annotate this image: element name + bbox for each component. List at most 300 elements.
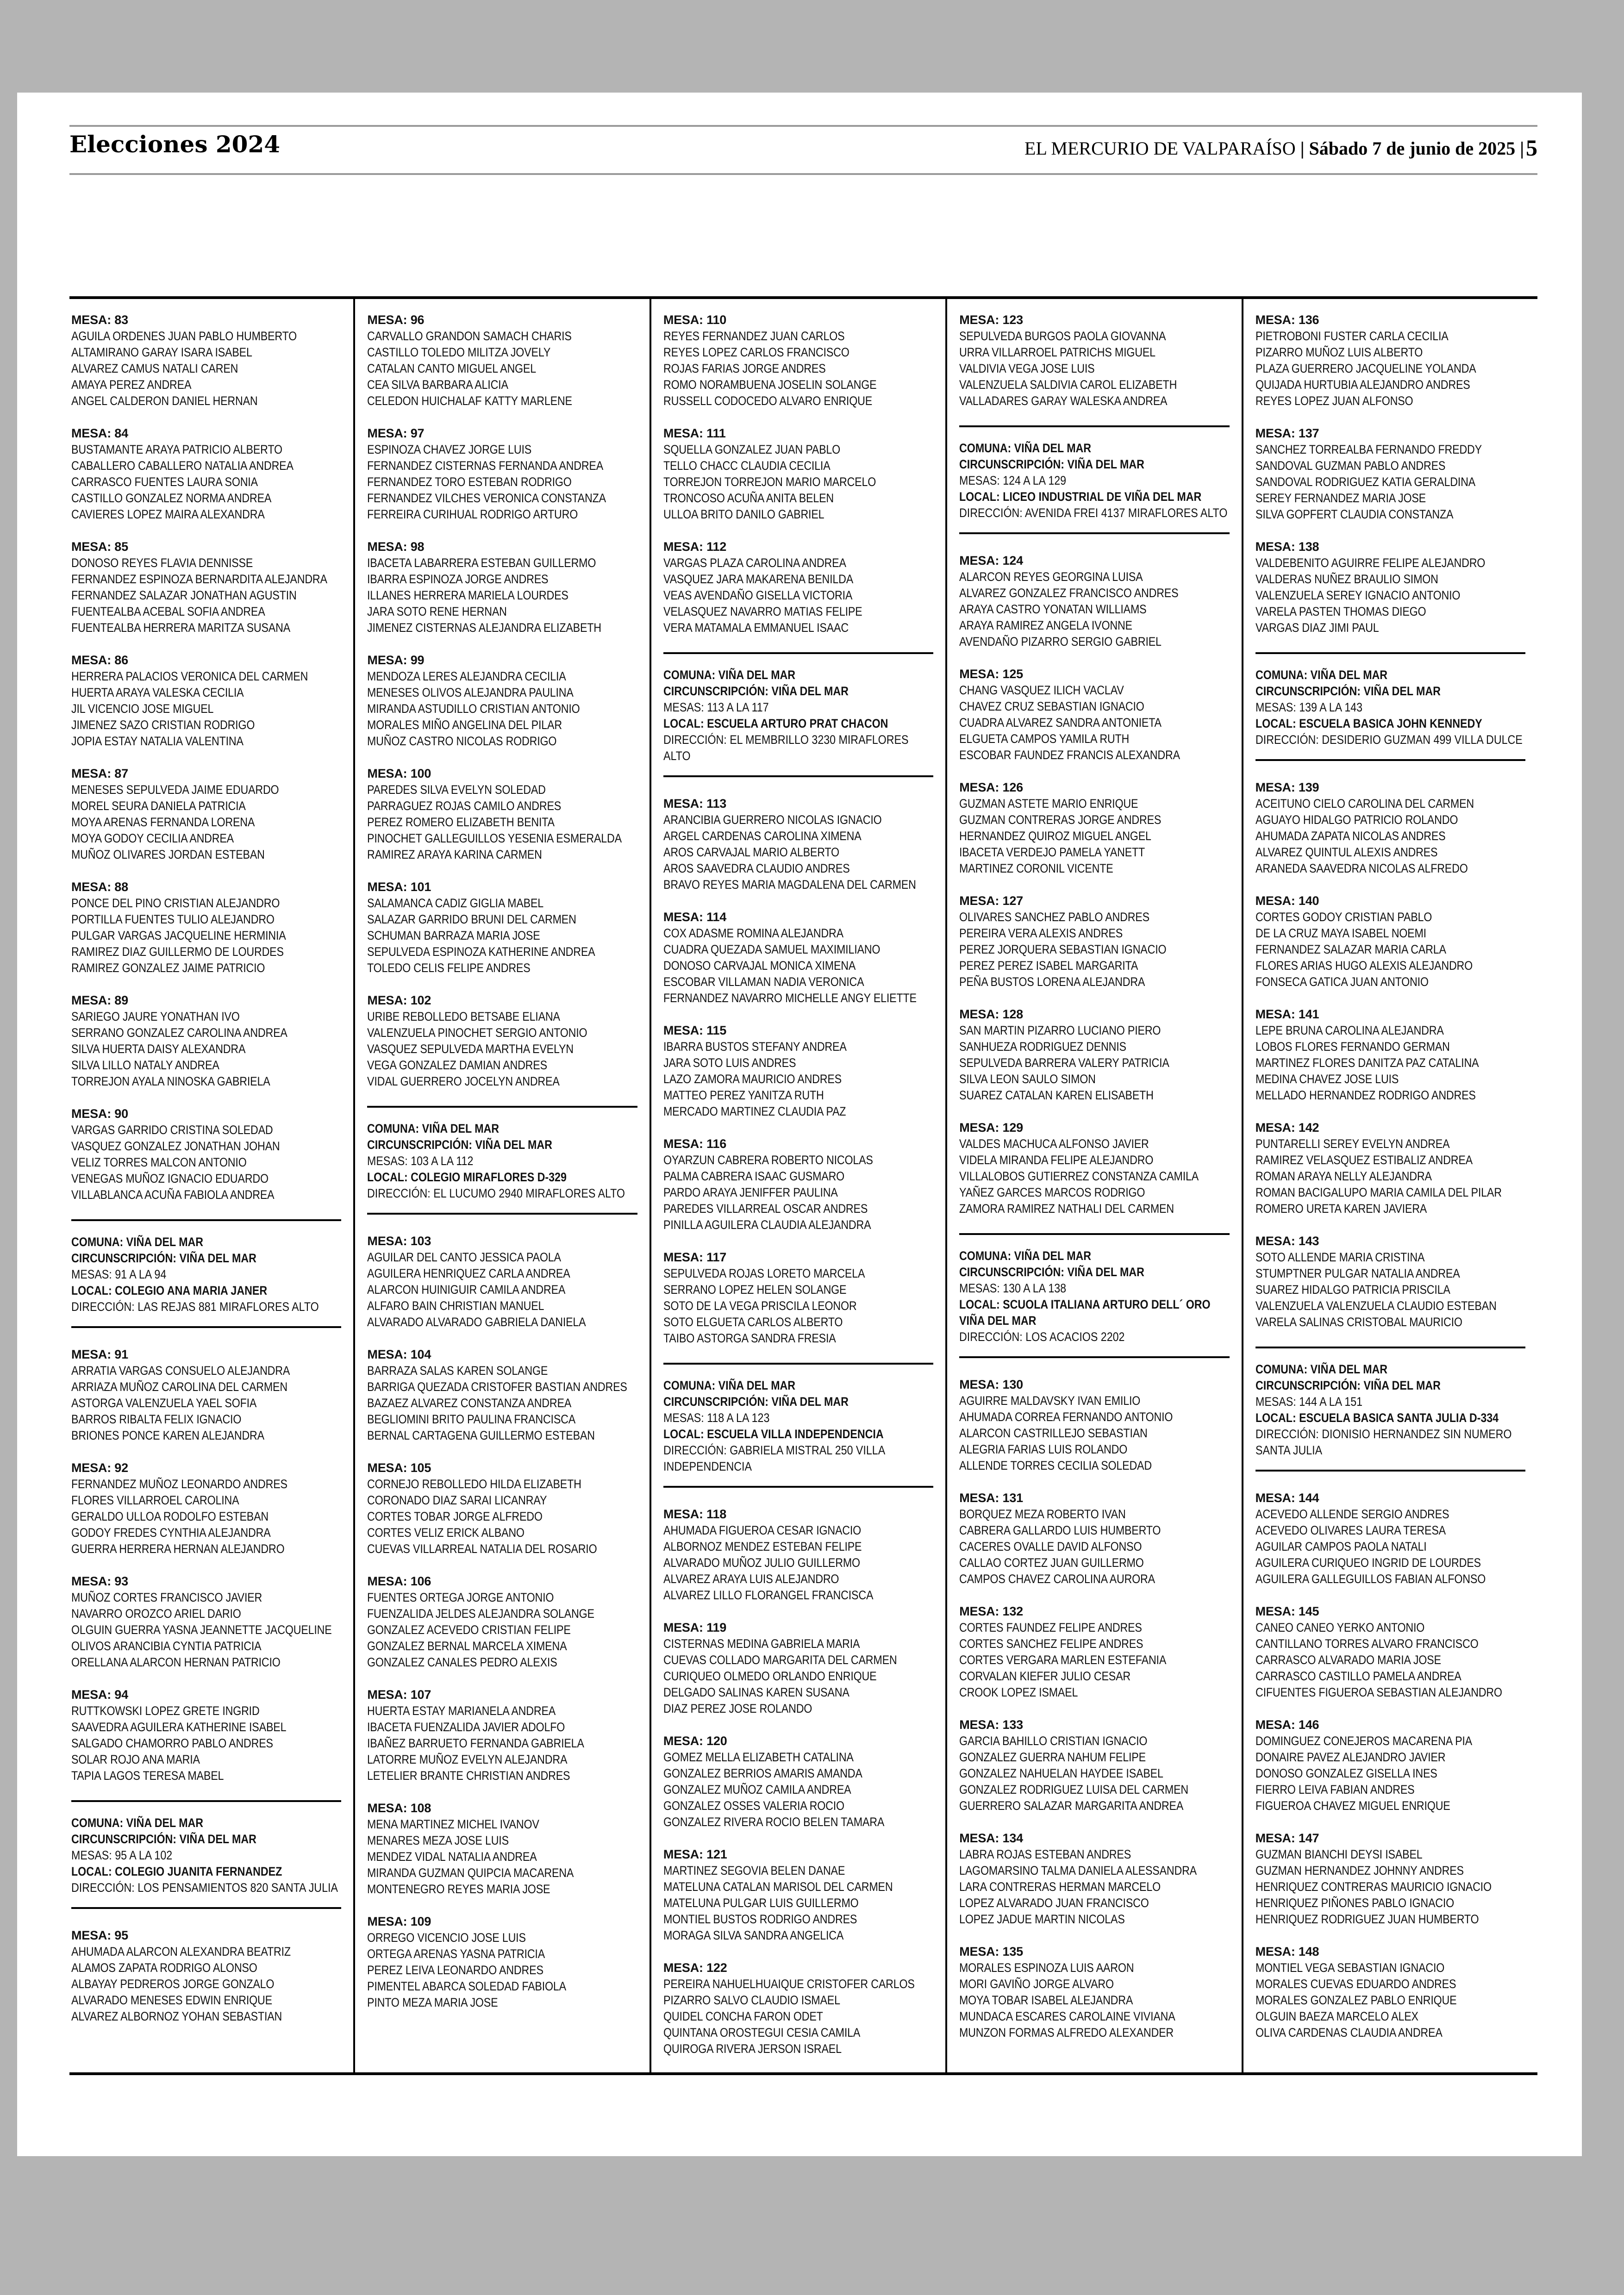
- voter-name: TORREJON AYALA NINOSKA GABRIELA: [71, 1074, 270, 1088]
- voter-name: MUNZON FORMAS ALFREDO ALEXANDER: [959, 2026, 1174, 2039]
- mesa-number: MESA: 148: [1255, 1945, 1319, 1958]
- voter-name: TAIBO ASTORGA SANDRA FRESIA: [663, 1331, 836, 1345]
- voter-name: CORTES SANCHEZ FELIPE ANDRES: [959, 1637, 1143, 1651]
- mesa-number: MESA: 93: [71, 1574, 128, 1588]
- voter-name: CHAVEZ CRUZ SEBASTIAN IGNACIO: [959, 699, 1144, 713]
- voter-name: ESCOBAR VILLAMAN NADIA VERONICA: [663, 975, 864, 989]
- voter-name: OLIVARES SANCHEZ PABLO ANDRES: [959, 910, 1150, 924]
- voter-name: MORALES GONZALEZ PABLO ENRIQUE: [1255, 1993, 1457, 2007]
- mesa-entry: [71, 652, 341, 749]
- voter-name: BARROS RIBALTA FELIX IGNACIO: [71, 1412, 242, 1426]
- voter-name: SOLAR ROJO ANA MARIA: [71, 1752, 200, 1766]
- mesa-number: MESA: 144: [1255, 1491, 1319, 1505]
- voter-name: BUSTAMANTE ARAYA PATRICIO ALBERTO: [71, 443, 282, 456]
- voter-name: VALDIVIA VEGA JOSE LUIS: [959, 362, 1095, 375]
- voter-name: VERA MATAMALA EMMANUEL ISAAC: [663, 621, 849, 635]
- mesa-number: MESA: 147: [1255, 1831, 1319, 1845]
- local-name: LOCAL: SCUOLA ITALIANA ARTURO DELL´ ORO VIÑA DEL MAR: [959, 1297, 1211, 1328]
- mesas-range: MESAS: 118 A LA 123: [663, 1411, 770, 1425]
- mesa-entry: [663, 1506, 933, 1603]
- voter-name: RAMIREZ VELASQUEZ ESTIBALIZ ANDREA: [1255, 1153, 1473, 1167]
- voter-name: TORREJON TORREJON MARIO MARCELO: [663, 475, 876, 489]
- voter-name: CAMPOS CHAVEZ CAROLINA AURORA: [959, 1572, 1156, 1586]
- voter-name: HUERTA ARAYA VALESKA CECILIA: [71, 686, 244, 699]
- address-text: DIRECCIÓN: DIONISIO HERNANDEZ SIN NUMERO SANTA JULIA: [1255, 1427, 1512, 1457]
- mesa-entry: [959, 1377, 1229, 1474]
- voter-name: ARAYA CASTRO YONATAN WILLIAMS: [959, 602, 1147, 616]
- voter-name: PINILLA AGUILERA CLAUDIA ALEJANDRA: [663, 1218, 871, 1232]
- voter-name: ARRATIA VARGAS CONSUELO ALEJANDRA: [71, 1364, 290, 1378]
- mesa-entry: [367, 652, 637, 749]
- mesa-number: MESA: 110: [663, 313, 727, 327]
- mesas-range: MESAS: 130 A LA 138: [959, 1281, 1067, 1295]
- voter-name: IBAÑEZ BARRUETO FERNANDA GABRIELA: [367, 1736, 585, 1750]
- circunscripcion-label: CIRCUNSCRIPCIÓN: VIÑA DEL MAR: [1255, 1378, 1441, 1392]
- mesa-number: MESA: 146: [1255, 1718, 1319, 1732]
- publication-name: EL MERCURIO DE VALPARAÍSO: [1024, 138, 1296, 159]
- mesa-entry: [1255, 1120, 1525, 1217]
- voter-name: JIMENEZ SAZO CRISTIAN RODRIGO: [71, 718, 255, 732]
- voter-name: CORTES FAUNDEZ FELIPE ANDRES: [959, 1621, 1142, 1634]
- mesa-entry: [1255, 893, 1525, 990]
- voter-name: MUNDACA ESCARES CAROLAINE VIVIANA: [959, 2009, 1175, 2023]
- voter-name: ALARCON REYES GEORGINA LUISA: [959, 570, 1143, 584]
- voter-name: HERNANDEZ QUIROZ MIGUEL ANGEL: [959, 829, 1151, 843]
- voter-name: ALVAREZ LILLO FLORANGEL FRANCISCA: [663, 1588, 874, 1602]
- voter-name: ALAMOS ZAPATA RODRIGO ALONSO: [71, 1961, 257, 1975]
- voter-name: SEPULVEDA ESPINOZA KATHERINE ANDREA: [367, 945, 595, 959]
- voter-name: AVENDAÑO PIZARRO SERGIO GABRIEL: [959, 635, 1162, 649]
- mesa-entry: [367, 1573, 637, 1671]
- mesa-entry: [663, 539, 933, 636]
- voter-name: TAPIA LAGOS TERESA MABEL: [71, 1769, 224, 1783]
- address-text: DIRECCIÓN: LOS PENSAMIENTOS 820 SANTA JULIA: [71, 1881, 338, 1895]
- voter-name: GUZMAN ASTETE MARIO ENRIQUE: [959, 797, 1138, 811]
- voter-name: ASTORGA VALENZUELA YAEL SOFIA: [71, 1396, 257, 1410]
- column-5: [1242, 299, 1537, 2072]
- voter-name: PARDO ARAYA JENIFFER PAULINA: [663, 1185, 838, 1199]
- voter-name: AGUILAR DEL CANTO JESSICA PAOLA: [367, 1250, 562, 1264]
- voter-name: FERNANDEZ NAVARRO MICHELLE ANGY ELIETTE: [663, 991, 917, 1005]
- mesa-entry: [367, 1914, 637, 2011]
- voter-name: HENRIQUEZ RODRIGUEZ JUAN HUMBERTO: [1255, 1912, 1479, 1926]
- address-text: DIRECCIÓN: EL LUCUMO 2940 MIRAFLORES ALTO: [367, 1186, 625, 1200]
- polling-place-block: [71, 1800, 341, 1909]
- voter-name: GARCIA BAHILLO CRISTIAN IGNACIO: [959, 1734, 1148, 1748]
- address-text: DIRECCIÓN: GABRIELA MISTRAL 250 VILLA INDEPENDENCIA: [663, 1443, 885, 1473]
- polling-place-block: [1255, 652, 1525, 761]
- mesa-number: MESA: 115: [663, 1023, 727, 1037]
- voter-name: VALDERAS NUÑEZ BRAULIO SIMON: [1255, 572, 1438, 586]
- voter-name: VALENZUELA SEREY IGNACIO ANTONIO: [1255, 588, 1460, 602]
- section-title: Elecciones 2024: [69, 131, 281, 158]
- voter-name: PEREZ ROMERO ELIZABETH BENITA: [367, 815, 555, 829]
- voter-name: MOYA ARENAS FERNANDA LORENA: [71, 815, 255, 829]
- voter-name: OLGUIN GUERRA YASNA JEANNETTE JACQUELINE: [71, 1623, 332, 1637]
- voter-name: GONZALEZ GUERRA NAHUM FELIPE: [959, 1750, 1146, 1764]
- mesa-entry: [1255, 312, 1525, 409]
- voter-name: CORTES TOBAR JORGE ALFREDO: [367, 1509, 543, 1523]
- mesa-entry: [663, 1023, 933, 1120]
- voter-name: ORREGO VICENCIO JOSE LUIS: [367, 1931, 526, 1945]
- voter-name: SILVA HUERTA DAISY ALEXANDRA: [71, 1042, 246, 1056]
- voter-name: GUERRA HERRERA HERNAN ALEJANDRO: [71, 1542, 285, 1556]
- voter-name: VALDEBENITO AGUIRRE FELIPE ALEJANDRO: [1255, 556, 1485, 570]
- voter-name: MONTIEL BUSTOS RODRIGO ANDRES: [663, 1912, 857, 1926]
- voter-name: GERALDO ULLOA RODOLFO ESTEBAN: [71, 1509, 269, 1523]
- voter-name: MIRANDA GUZMAN QUIPCIA MACARENA: [367, 1866, 574, 1880]
- voter-name: FUENZALIDA JELDES ALEJANDRA SOLANGE: [367, 1607, 595, 1621]
- column-3: [650, 299, 945, 2072]
- mesa-entry: [1255, 1830, 1525, 1927]
- voter-name: ROMAN BACIGALUPO MARIA CAMILA DEL PILAR: [1255, 1185, 1502, 1199]
- mesa-entry: [959, 553, 1229, 650]
- voter-name: MARTINEZ FLORES DANITZA PAZ CATALINA: [1255, 1056, 1479, 1070]
- voter-name: MOYA GODOY CECILIA ANDREA: [71, 831, 234, 845]
- voter-name: SOTO ELGUETA CARLOS ALBERTO: [663, 1315, 843, 1329]
- voter-name: ARRIAZA MUÑOZ CAROLINA DEL CARMEN: [71, 1380, 287, 1394]
- mesa-entry: [663, 1249, 933, 1347]
- voter-name: PULGAR VARGAS JACQUELINE HERMINIA: [71, 929, 286, 942]
- mesa-number: MESA: 98: [367, 540, 425, 554]
- mesa-entry: [1255, 1490, 1525, 1587]
- voter-name: MELLADO HERNANDEZ RODRIGO ANDRES: [1255, 1088, 1476, 1102]
- voter-name: FERNANDEZ VILCHES VERONICA CONSTANZA: [367, 491, 606, 505]
- mesa-number: MESA: 113: [663, 797, 727, 811]
- voter-name: BEGLIOMINI BRITO PAULINA FRANCISCA: [367, 1412, 576, 1426]
- voter-name: CISTERNAS MEDINA GABRIELA MARIA: [663, 1637, 860, 1651]
- voter-name: LATORRE MUÑOZ EVELYN ALEJANDRA: [367, 1752, 568, 1766]
- voter-name: BARRAZA SALAS KAREN SOLANGE: [367, 1364, 548, 1378]
- voter-name: IBARRA BUSTOS STEFANY ANDREA: [663, 1040, 847, 1054]
- voter-name: CARRASCO FUENTES LAURA SONIA: [71, 475, 258, 489]
- mesa-entry: [1255, 539, 1525, 636]
- voter-name: SILVA LILLO NATALY ANDREA: [71, 1058, 219, 1072]
- voter-name: MATTEO PEREZ YANITZA RUTH: [663, 1088, 824, 1102]
- voter-name: HENRIQUEZ PIÑONES PABLO IGNACIO: [1255, 1896, 1454, 1910]
- mesa-number: MESA: 99: [367, 653, 425, 667]
- voter-name: QUIJADA HURTUBIA ALEJANDRO ANDRES: [1255, 378, 1470, 392]
- masthead-info: [1024, 134, 1537, 161]
- voter-name: FERNANDEZ TORO ESTEBAN RODRIGO: [367, 475, 572, 489]
- circunscripcion-label: CIRCUNSCRIPCIÓN: VIÑA DEL MAR: [71, 1832, 256, 1846]
- voter-name: GONZALEZ OSSES VALERIA ROCIO: [663, 1799, 844, 1813]
- voter-name: AROS CARVAJAL MARIO ALBERTO: [663, 845, 839, 859]
- comuna-label: COMUNA: VIÑA DEL MAR: [959, 441, 1092, 455]
- mesa-entry: [1255, 425, 1525, 523]
- address-text: DIRECCIÓN: LAS REJAS 881 MIRAFLORES ALTO: [71, 1300, 319, 1314]
- voter-name: CIFUENTES FIGUEROA SEBASTIAN ALEJANDRO: [1255, 1685, 1502, 1699]
- mesa-number: MESA: 118: [663, 1507, 727, 1521]
- voter-name: SCHUMAN BARRAZA MARIA JOSE: [367, 929, 540, 942]
- voter-name: PIZARRO MUÑOZ LUIS ALBERTO: [1255, 345, 1423, 359]
- voter-name: REYES FERNANDEZ JUAN CARLOS: [663, 329, 845, 343]
- mesa-number: MESA: 90: [71, 1107, 128, 1121]
- mesas-range: MESAS: 124 A LA 129: [959, 474, 1067, 487]
- voter-name: ALVAREZ ALBORNOZ YOHAN SEBASTIAN: [71, 2009, 282, 2023]
- voter-name: IBACETA FUENZALIDA JAVIER ADOLFO: [367, 1720, 565, 1734]
- voter-name: MERCADO MARTINEZ CLAUDIA PAZ: [663, 1104, 846, 1118]
- voter-name: FERNANDEZ SALAZAR JONATHAN AGUSTIN: [71, 588, 297, 602]
- voter-name: FERREIRA CURIHUAL RODRIGO ARTURO: [367, 507, 578, 521]
- voter-name: MOREL SEURA DANIELA PATRICIA: [71, 799, 246, 813]
- mesa-number: MESA: 104: [367, 1347, 431, 1361]
- voter-name: YAÑEZ GARCES MARCOS RODRIGO: [959, 1185, 1145, 1199]
- voter-name: PORTILLA FUENTES TULIO ALEJANDRO: [71, 912, 275, 926]
- voter-name: ARANCIBIA GUERRERO NICOLAS IGNACIO: [663, 813, 882, 827]
- mesa-entry: [663, 909, 933, 1006]
- mesa-entry: [367, 766, 637, 863]
- voter-name: VALDES MACHUCA ALFONSO JAVIER: [959, 1137, 1149, 1151]
- voter-name: AGUILERA CURIQUEO INGRID DE LOURDES: [1255, 1556, 1481, 1570]
- mesa-number: MESA: 109: [367, 1915, 431, 1928]
- mesa-number: MESA: 133: [959, 1718, 1023, 1732]
- voter-name: CABALLERO CABALLERO NATALIA ANDREA: [71, 459, 294, 473]
- voter-name: DONOSO REYES FLAVIA DENNISSE: [71, 556, 253, 570]
- voter-name: GUERRERO SALAZAR MARGARITA ANDREA: [959, 1799, 1184, 1813]
- local-name: LOCAL: ESCUELA BASICA JOHN KENNEDY: [1255, 717, 1482, 730]
- voter-name: ORTEGA ARENAS YASNA PATRICIA: [367, 1947, 545, 1961]
- voter-name: VALLADARES GARAY WALESKA ANDREA: [959, 394, 1168, 408]
- voter-name: FONSECA GATICA JUAN ANTONIO: [1255, 975, 1429, 989]
- voter-name: STUMPTNER PULGAR NATALIA ANDREA: [1255, 1266, 1460, 1280]
- voter-name: ALVARADO MUÑOZ JULIO GUILLERMO: [663, 1556, 860, 1570]
- voter-name: SOTO ALLENDE MARIA CRISTINA: [1255, 1250, 1424, 1264]
- voter-name: CORONADO DIAZ SARAI LICANRAY: [367, 1493, 547, 1507]
- header-separator: |: [1300, 138, 1305, 159]
- voter-name: ESCOBAR FAUNDEZ FRANCIS ALEXANDRA: [959, 748, 1181, 762]
- mesa-number: MESA: 134: [959, 1831, 1023, 1845]
- voter-name: AGUILA ORDENES JUAN PABLO HUMBERTO: [71, 329, 297, 343]
- mesa-number: MESA: 96: [367, 313, 425, 327]
- voter-name: MORALES CUEVAS EDUARDO ANDRES: [1255, 1977, 1456, 1991]
- voter-name: FERNANDEZ CISTERNAS FERNANDA ANDREA: [367, 459, 604, 473]
- voter-name: PEREZ LEIVA LEONARDO ANDRES: [367, 1963, 544, 1977]
- voter-name: CORVALAN KIEFER JULIO CESAR: [959, 1669, 1131, 1683]
- voter-name: ACEVEDO OLIVARES LAURA TERESA: [1255, 1523, 1446, 1537]
- mesa-number: MESA: 102: [367, 993, 431, 1007]
- voter-name: MENDOZA LERES ALEJANDRA CECILIA: [367, 669, 566, 683]
- voter-name: COX ADASME ROMINA ALEJANDRA: [663, 926, 843, 940]
- voter-name: PAREDES SILVA EVELYN SOLEDAD: [367, 783, 546, 797]
- voter-name: CUEVAS COLLADO MARGARITA DEL CARMEN: [663, 1653, 897, 1667]
- voter-name: AGUILAR CAMPOS PAOLA NATALI: [1255, 1540, 1427, 1553]
- voter-name: ARGEL CARDENAS CAROLINA XIMENA: [663, 829, 862, 843]
- voter-name: LAZO ZAMORA MAURICIO ANDRES: [663, 1072, 842, 1086]
- voter-name: VARGAS PLAZA CAROLINA ANDREA: [663, 556, 846, 570]
- voter-name: CALLAO CORTEZ JUAN GUILLERMO: [959, 1556, 1144, 1570]
- voter-name: SEPULVEDA BURGOS PAOLA GIOVANNA: [959, 329, 1166, 343]
- voter-name: FIGUEROA CHAVEZ MIGUEL ENRIQUE: [1255, 1799, 1450, 1813]
- voter-name: GOMEZ MELLA ELIZABETH CATALINA: [663, 1750, 854, 1764]
- voter-name: MENESES SEPULVEDA JAIME EDUARDO: [71, 783, 279, 797]
- voter-name: AROS SAAVEDRA CLAUDIO ANDRES: [663, 861, 850, 875]
- voter-name: ALVAREZ CAMUS NATALI CAREN: [71, 362, 238, 375]
- circunscripcion-label: CIRCUNSCRIPCIÓN: VIÑA DEL MAR: [1255, 684, 1441, 698]
- mesa-number: MESA: 138: [1255, 540, 1319, 554]
- voter-name: GONZALEZ ACEVEDO CRISTIAN FELIPE: [367, 1623, 571, 1637]
- mesa-number: MESA: 128: [959, 1007, 1023, 1021]
- voter-name: LOPEZ ALVARADO JUAN FRANCISCO: [959, 1896, 1149, 1910]
- voter-name: FUENTEALBA HERRERA MARITZA SUSANA: [71, 621, 291, 635]
- voter-name: SILVA GOPFERT CLAUDIA CONSTANZA: [1255, 507, 1453, 521]
- voter-name: ZAMORA RAMIREZ NATHALI DEL CARMEN: [959, 1202, 1174, 1216]
- voter-name: SALGADO CHAMORRO PABLO ANDRES: [71, 1736, 273, 1750]
- voter-name: PEÑA BUSTOS LORENA ALEJANDRA: [959, 975, 1145, 989]
- voter-name: CHANG VASQUEZ ILICH VACLAV: [959, 683, 1124, 697]
- mesa-entry: [71, 1347, 341, 1444]
- mesa-number: MESA: 139: [1255, 780, 1319, 794]
- local-name: LOCAL: ESCUELA BASICA SANTA JULIA D-334: [1255, 1411, 1499, 1425]
- mesa-number: MESA: 114: [663, 910, 727, 924]
- voter-name: BRIONES PONCE KAREN ALEJANDRA: [71, 1428, 264, 1442]
- voter-name: ALARCON CASTRILLEJO SEBASTIAN: [959, 1426, 1148, 1440]
- voter-name: MENDEZ VIDAL NATALIA ANDREA: [367, 1850, 537, 1864]
- voter-name: VENEGAS MUÑOZ IGNACIO EDUARDO: [71, 1172, 269, 1185]
- mesa-entry: [663, 1136, 933, 1233]
- voter-name: MENESES OLIVOS ALEJANDRA PAULINA: [367, 686, 574, 699]
- voter-name: PIZARRO SALVO CLAUDIO ISMAEL: [663, 1993, 840, 2007]
- voter-name: AHUMADA FIGUEROA CESAR IGNACIO: [663, 1523, 861, 1537]
- mesa-number: MESA: 119: [663, 1621, 727, 1634]
- mesa-number: MESA: 88: [71, 880, 128, 894]
- voter-name: JOPIA ESTAY NATALIA VALENTINA: [71, 734, 244, 748]
- voter-name: FERNANDEZ MUÑOZ LEONARDO ANDRES: [71, 1477, 287, 1491]
- voter-name: CORTES GODOY CRISTIAN PABLO: [1255, 910, 1432, 924]
- voter-name: VILLALOBOS GUTIERREZ CONSTANZA CAMILA: [959, 1169, 1199, 1183]
- mesa-entry: [959, 1603, 1229, 1701]
- voter-name: CASTILLO TOLEDO MILITZA JOVELY: [367, 345, 551, 359]
- voter-name: SUAREZ CATALAN KAREN ELISABETH: [959, 1088, 1154, 1102]
- mesa-entry: [71, 1687, 341, 1784]
- mesa-entry: [71, 992, 341, 1090]
- mesa-number: MESA: 97: [367, 426, 425, 440]
- mesa-number: MESA: 108: [367, 1801, 431, 1815]
- voter-name: MORALES ESPINOZA LUIS AARON: [959, 1961, 1134, 1975]
- mesa-number: MESA: 135: [959, 1945, 1023, 1958]
- circunscripcion-label: CIRCUNSCRIPCIÓN: VIÑA DEL MAR: [71, 1251, 256, 1265]
- mesa-entry: [367, 992, 637, 1090]
- voter-name: FERNANDEZ SALAZAR MARIA CARLA: [1255, 942, 1446, 956]
- voter-name: REYES LOPEZ CARLOS FRANCISCO: [663, 345, 849, 359]
- voter-name: GONZALEZ CANALES PEDRO ALEXIS: [367, 1655, 557, 1669]
- local-name: LOCAL: COLEGIO MIRAFLORES D-329: [367, 1170, 567, 1184]
- mesa-entry: [367, 1347, 637, 1444]
- mesas-range: MESAS: 91 A LA 94: [71, 1267, 167, 1281]
- voter-name: MUÑOZ CORTES FRANCISCO JAVIER: [71, 1590, 262, 1604]
- polling-place-block: [959, 425, 1229, 534]
- voter-name: GONZALEZ RIVERA ROCIO BELEN TAMARA: [663, 1815, 884, 1829]
- voter-name: LOPEZ JADUE MARTIN NICOLAS: [959, 1912, 1125, 1926]
- voter-name: OLIVA CARDENAS CLAUDIA ANDREA: [1255, 2026, 1443, 2039]
- mesa-number: MESA: 107: [367, 1688, 431, 1702]
- voter-name: CABRERA GALLARDO LUIS HUMBERTO: [959, 1523, 1161, 1537]
- mesa-entry: [367, 312, 637, 409]
- mesa-entry: [71, 1460, 341, 1557]
- mesa-entry: [367, 425, 637, 523]
- voter-name: BERNAL CARTAGENA GUILLERMO ESTEBAN: [367, 1428, 595, 1442]
- voter-name: VALENZUELA PINOCHET SERGIO ANTONIO: [367, 1026, 587, 1040]
- voter-name: SAAVEDRA AGUILERA KATHERINE ISABEL: [71, 1720, 287, 1734]
- voter-name: CASTILLO GONZALEZ NORMA ANDREA: [71, 491, 272, 505]
- mesa-number: MESA: 143: [1255, 1234, 1319, 1248]
- voter-name: GONZALEZ MUÑOZ CAMILA ANDREA: [663, 1783, 851, 1796]
- mesa-entry: [959, 312, 1229, 409]
- voter-name: REYES LOPEZ JUAN ALFONSO: [1255, 394, 1413, 408]
- voter-name: GUZMAN CONTRERAS JORGE ANDRES: [959, 813, 1162, 827]
- mesa-number: MESA: 127: [959, 894, 1023, 908]
- mesa-entry: [367, 1687, 637, 1784]
- voter-name: GONZALEZ BERRIOS AMARIS AMANDA: [663, 1766, 862, 1780]
- voter-name: SANHUEZA RODRIGUEZ DENNIS: [959, 1040, 1127, 1054]
- voter-name: CURIQUEO OLMEDO ORLANDO ENRIQUE: [663, 1669, 877, 1683]
- voter-name: SILVA LEON SAULO SIMON: [959, 1072, 1096, 1086]
- voter-name: PLAZA GUERRERO JACQUELINE YOLANDA: [1255, 362, 1476, 375]
- mesa-number: MESA: 124: [959, 554, 1023, 568]
- voter-name: SANDOVAL RODRIGUEZ KATIA GERALDINA: [1255, 475, 1475, 489]
- voter-name: MORALES MIÑO ANGELINA DEL PILAR: [367, 718, 562, 732]
- voter-name: MARTINEZ SEGOVIA BELEN DANAE: [663, 1864, 845, 1877]
- mesa-entry: [959, 780, 1229, 877]
- mesa-entry: [959, 1490, 1229, 1587]
- mesa-number: MESA: 83: [71, 313, 128, 327]
- voter-name: QUIROGA RIVERA JERSON ISRAEL: [663, 2042, 842, 2056]
- voter-name: VEAS AVENDAÑO GISELLA VICTORIA: [663, 588, 853, 602]
- mesa-entry: [71, 879, 341, 976]
- voter-name: MONTIEL VEGA SEBASTIAN IGNACIO: [1255, 1961, 1444, 1975]
- voter-name: JIL VICENCIO JOSE MIGUEL: [71, 702, 214, 716]
- voter-name: VARELA SALINAS CRISTOBAL MAURICIO: [1255, 1315, 1462, 1329]
- voter-name: SAN MARTIN PIZARRO LUCIANO PIERO: [959, 1023, 1161, 1037]
- voter-name: ACEITUNO CIELO CAROLINA DEL CARMEN: [1255, 797, 1474, 811]
- publication-date: Sábado 7 de junio de 2025: [1309, 138, 1516, 159]
- comuna-label: COMUNA: VIÑA DEL MAR: [71, 1235, 204, 1249]
- mesa-number: MESA: 100: [367, 767, 431, 780]
- voter-name: AGUAYO HIDALGO PATRICIO ROLANDO: [1255, 813, 1458, 827]
- voter-name: AHUMADA ZAPATA NICOLAS ANDRES: [1255, 829, 1446, 843]
- voter-name: ALVAREZ ARAYA LUIS ALEJANDRO: [663, 1572, 839, 1586]
- voter-name: IBACETA LABARRERA ESTEBAN GUILLERMO: [367, 556, 596, 570]
- voter-name: SANDOVAL GUZMAN PABLO ANDRES: [1255, 459, 1445, 473]
- mesa-number: MESA: 132: [959, 1604, 1023, 1618]
- mesa-number: MESA: 130: [959, 1378, 1023, 1391]
- local-name: LOCAL: ESCUELA VILLA INDEPENDENCIA: [663, 1427, 884, 1441]
- voter-name: GUZMAN HERNANDEZ JOHNNY ANDRES: [1255, 1864, 1464, 1877]
- mesa-entry: [367, 1460, 637, 1557]
- mesa-number: MESA: 87: [71, 767, 128, 780]
- voter-name: ALBORNOZ MENDEZ ESTEBAN FELIPE: [663, 1540, 862, 1553]
- voter-name: SERRANO LOPEZ HELEN SOLANGE: [663, 1283, 847, 1297]
- voter-name: ALVARADO ALVARADO GABRIELA DANIELA: [367, 1315, 586, 1329]
- polling-place-block: [663, 652, 933, 777]
- mesa-entry: [959, 1717, 1229, 1814]
- mesa-entry: [71, 425, 341, 523]
- voter-name: BRAVO REYES MARIA MAGDALENA DEL CARMEN: [663, 878, 916, 892]
- voter-name: CACERES OVALLE DAVID ALFONSO: [959, 1540, 1142, 1553]
- mesa-entry: [71, 766, 341, 863]
- mesa-entry: [71, 1927, 341, 2025]
- voter-name: RAMIREZ ARAYA KARINA CARMEN: [367, 848, 543, 861]
- voter-name: PIMENTEL ABARCA SOLEDAD FABIOLA: [367, 1979, 567, 1993]
- voter-name: BORQUEZ MEZA ROBERTO IVAN: [959, 1507, 1126, 1521]
- voter-name: MORAGA SILVA SANDRA ANGELICA: [663, 1928, 844, 1942]
- mesa-entry: [959, 893, 1229, 990]
- mesa-entry: [663, 1620, 933, 1717]
- mesa-number: MESA: 95: [71, 1928, 128, 1942]
- mesa-number: MESA: 120: [663, 1734, 727, 1748]
- voter-name: MIRANDA ASTUDILLO CRISTIAN ANTONIO: [367, 702, 580, 716]
- voter-name: ALBAYAY PEDREROS JORGE GONZALO: [71, 1977, 275, 1991]
